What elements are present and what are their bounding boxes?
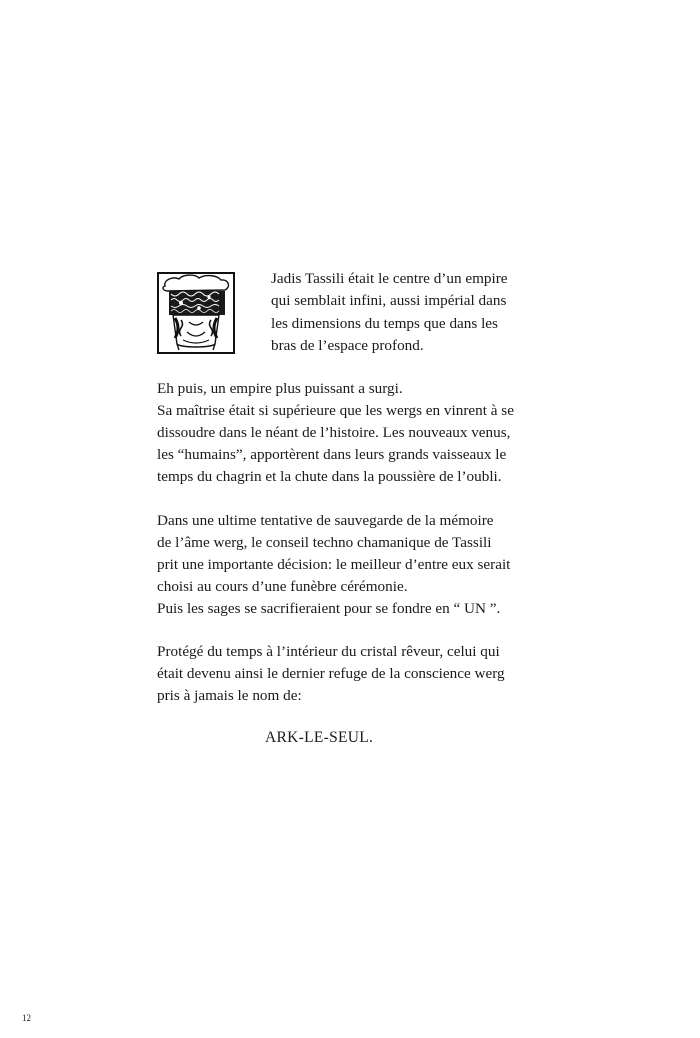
intro-line: bras de l’espace profond.: [271, 336, 424, 354]
paragraph-line: Sa maîtrise était si supérieure que les wergs en vinrent à se: [157, 402, 514, 419]
paragraph-line: dissoudre dans le néant de l’histoire. Les nouveaux venus,: [157, 424, 511, 441]
paragraph-line: était devenu ainsi le dernier refuge de la conscience werg: [157, 665, 505, 682]
page-number: 12: [22, 1013, 31, 1023]
chapter-illustration: [157, 272, 235, 354]
paragraph-line: les “humains”, apportèrent dans leurs grands vaisseaux le: [157, 446, 507, 463]
intro-paragraph: [271, 268, 544, 357]
paragraph-line: prit une importante décision: le meilleur d’entre eux serait: [157, 556, 511, 573]
closing-name: ARK-LE-SEUL.: [265, 729, 374, 746]
paragraph-line: Dans une ultime tentative de sauvegarde de la mémoire: [157, 512, 494, 529]
intro-line: les dimensions du temps que dans les: [271, 314, 498, 332]
paragraph-line: de l’âme werg, le conseil techno chamanique de Tassili: [157, 534, 492, 551]
paragraph-line: Puis les sages se sacrifieraient pour se fondre en “ UN ”.: [157, 600, 501, 617]
paragraph-council: [157, 510, 544, 620]
intro-line: Jadis Tassili était le centre d’un empire: [271, 270, 508, 287]
paragraph-line: choisi au cours d’une funèbre cérémonie.: [157, 578, 408, 595]
paragraph-line: temps du chagrin et la chute dans la poussière de l’oubli.: [157, 468, 502, 485]
intro-line: qui semblait infini, aussi impérial dans: [271, 292, 507, 310]
paragraph-line: Eh puis, un empire plus puissant a surgi.: [157, 380, 403, 397]
paragraph-line: pris à jamais le nom de:: [157, 687, 302, 704]
paragraph-empire: [157, 378, 544, 488]
carved-stone-figure-icon: [159, 274, 233, 352]
paragraph-crystal: [157, 641, 544, 707]
paragraph-line: Protégé du temps à l’intérieur du cristal rêveur, celui qui: [157, 643, 500, 660]
